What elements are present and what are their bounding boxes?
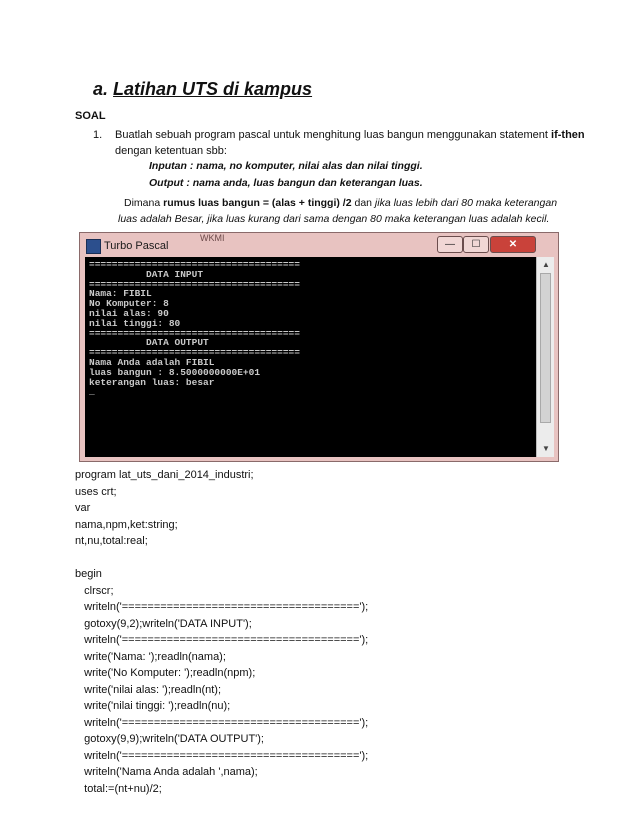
console-line: DATA INPUT (89, 268, 204, 280)
window-title: Turbo Pascal (104, 240, 169, 252)
code-line: uses crt; (75, 485, 117, 498)
minimize-button[interactable]: — (437, 236, 463, 253)
heading-prefix: a. (93, 79, 109, 99)
code-line: clrscr; (75, 584, 114, 597)
console-line: nilai tinggi: 80 (89, 317, 181, 329)
question-number: 1. (93, 129, 103, 141)
question-text (115, 127, 595, 159)
code-line: write('Nama: ');readln(nama); (75, 650, 226, 663)
code-line: writeln('====================================='); (75, 749, 369, 762)
rumus-line-2: luas adalah Besar, jika luas kurang dari sama dengan 80 maka keterangan luas adalah kecil. (118, 213, 550, 225)
pascal-source-code (75, 467, 368, 797)
output-line: Output : nama anda, luas bangun dan keterangan luas. (149, 177, 423, 189)
code-line: total:=(nt+nu)/2; (75, 782, 162, 795)
console-output[interactable] (85, 257, 536, 457)
vertical-scrollbar[interactable] (536, 257, 554, 457)
console-line: No Komputer: 8 (89, 298, 169, 310)
rumus-line (124, 197, 557, 209)
console-line: Nama: FIBIL (89, 288, 152, 300)
turbo-pascal-app-icon (86, 239, 101, 254)
rumus-mid: dan (351, 197, 375, 209)
ghost-text: WKMI (200, 233, 225, 243)
code-line: var (75, 502, 91, 514)
code-line: nama,npm,ket:string; (75, 518, 178, 531)
question-text-after: dengan ketentuan sbb: (115, 145, 227, 157)
code-line: write('nilai alas: ');readln(nt); (75, 683, 222, 696)
close-button[interactable]: ✕ (490, 236, 536, 253)
console-line: luas bangun : 8.5000000000E+01 (89, 366, 261, 378)
rumus-italic: jika luas lebih dari 80 maka keterangan (374, 197, 558, 209)
scroll-down-arrow-icon[interactable]: ▼ (542, 444, 550, 453)
code-line: begin (75, 568, 102, 580)
code-line: write('nilai tinggi: ');readln(nu); (75, 700, 231, 712)
code-line (75, 550, 368, 567)
rumus-prefix: Dimana (124, 197, 164, 209)
scroll-thumb[interactable] (540, 273, 551, 423)
console-line: DATA OUTPUT (89, 337, 209, 349)
console-line: ===================================== (89, 327, 300, 339)
code-line: gotoxy(9,9);writeln('DATA OUTPUT'); (75, 733, 264, 745)
code-line: writeln('====================================='); (75, 601, 369, 613)
scroll-up-arrow-icon[interactable]: ▲ (542, 260, 550, 269)
console-line: ===================================== (89, 347, 300, 359)
code-line: writeln('Nama Anda adalah ',nama); (75, 766, 258, 778)
heading-title: Latihan UTS di kampus (113, 79, 313, 99)
console-line: Nama Anda adalah FIBIL (89, 356, 215, 368)
maximize-button[interactable]: ☐ (463, 236, 489, 253)
question-text-before: Buatlah sebuah program pascal untuk menghitung luas bangun menggunakan statement (115, 129, 552, 141)
code-line: nt,nu,total:real; (75, 535, 148, 547)
code-line: program lat_uts_dani_2014_industri; (75, 469, 254, 481)
rumus-bold: rumus luas bangun = (alas + tinggi) /2 (163, 197, 352, 209)
console-line: nilai alas: 90 (89, 307, 169, 319)
code-line: writeln('====================================='); (75, 634, 369, 646)
window-titlebar[interactable] (80, 233, 558, 259)
console-line: ===================================== (89, 278, 300, 290)
code-line: writeln('====================================='); (75, 716, 369, 729)
console-line: _ (89, 386, 95, 398)
question-keyword: if-then (551, 129, 585, 141)
code-line: gotoxy(9,2);writeln('DATA INPUT'); (75, 617, 252, 630)
console-line: keterangan luas: besar (89, 376, 215, 388)
inputan-line: Inputan : nama, no komputer, nilai alas dan nilai tinggi. (149, 160, 423, 172)
section-heading (93, 79, 312, 100)
console-line: ===================================== (89, 259, 300, 270)
code-line: write('No Komputer: ');readln(npm); (75, 667, 256, 679)
turbo-pascal-window (79, 232, 559, 462)
soal-label: SOAL (75, 110, 106, 122)
